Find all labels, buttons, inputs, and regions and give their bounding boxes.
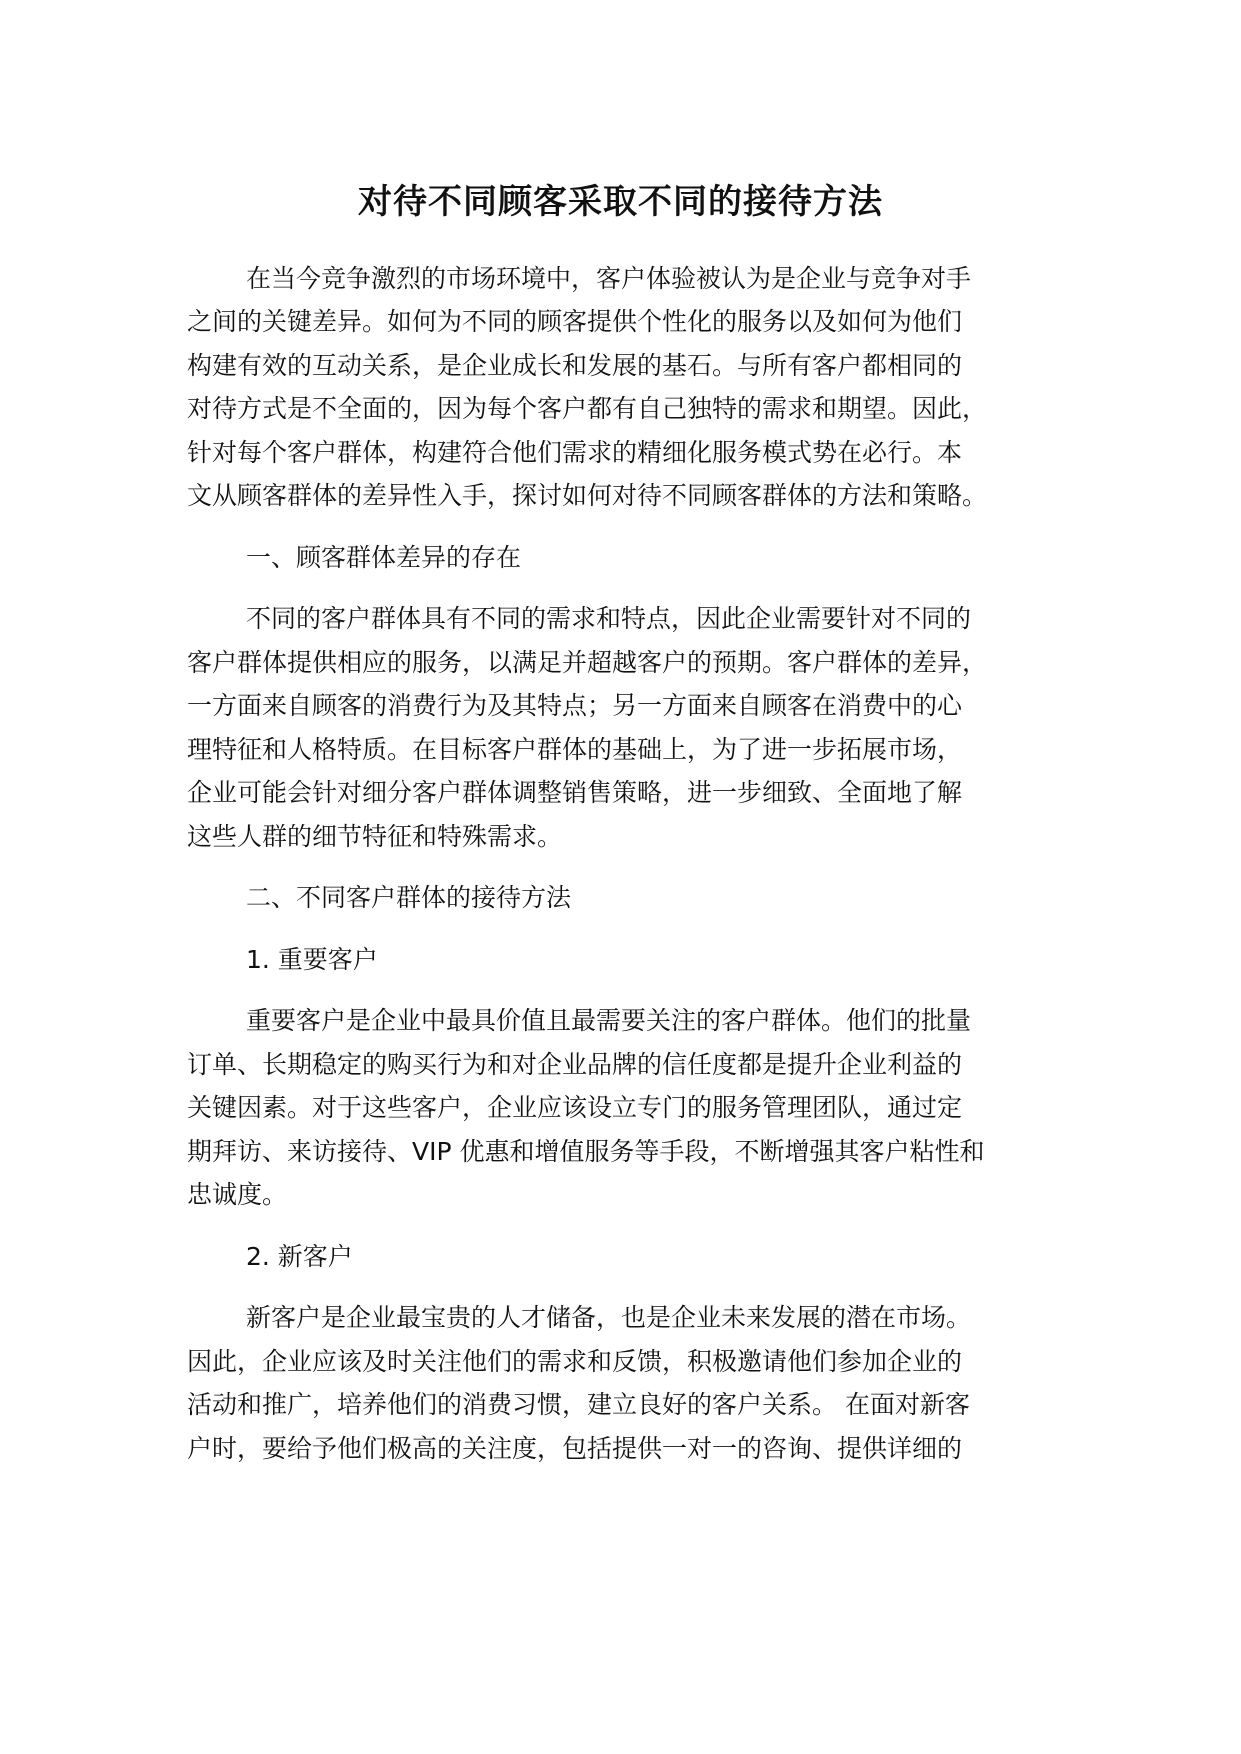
paragraph-line: 企业可能会针对细分客户群体调整销售策略，进一步细致、全面地了解 xyxy=(187,778,963,807)
section-heading: 二、不同客户群体的接待方法 xyxy=(246,883,572,912)
paragraph-line: 订单、长期稳定的购买行为和对企业品牌的信任度都是提升企业利益的 xyxy=(187,1050,963,1079)
subsection-heading: 1. 重要客户 xyxy=(246,945,378,974)
paragraph-line: 对待方式是不全面的，因为每个客户都有自己独特的需求和期望。因此， xyxy=(187,394,988,423)
paragraph-line: 针对每个客户群体，构建符合他们需求的精细化服务模式势在必行。本 xyxy=(187,438,963,467)
paragraph-line: 期拜访、来访接待、VIP 优惠和增值服务等手段，不断增强其客户粘性和 xyxy=(187,1137,985,1166)
paragraph-line: 新客户是企业最宝贵的人才储备，也是企业未来发展的潜在市场。 xyxy=(246,1303,972,1332)
paragraph-line: 文从顾客群体的差异性入手，探讨如何对待不同顾客群体的方法和策略。 xyxy=(187,481,988,510)
paragraph-line: 客户群体提供相应的服务，以满足并超越客户的预期。客户群体的差异， xyxy=(187,648,988,677)
document-title: 对待不同顾客采取不同的接待方法 xyxy=(358,182,883,222)
paragraph-line: 之间的关键差异。如何为不同的顾客提供个性化的服务以及如何为他们 xyxy=(187,307,963,336)
paragraph-line: 这些人群的细节特征和特殊需求。 xyxy=(187,822,563,851)
section-heading: 一、顾客群体差异的存在 xyxy=(246,543,522,572)
paragraph-line: 在当今竞争激烈的市场环境中，客户体验被认为是企业与竞争对手 xyxy=(246,264,972,293)
paragraph-line: 因此，企业应该及时关注他们的需求和反馈，积极邀请他们参加企业的 xyxy=(187,1347,963,1376)
paragraph-line: 理特征和人格特质。在目标客户群体的基础上，为了进一步拓展市场， xyxy=(187,735,963,764)
paragraph-line: 忠诚度。 xyxy=(187,1180,288,1209)
paragraph-line: 不同的客户群体具有不同的需求和特点，因此企业需要针对不同的 xyxy=(246,604,972,633)
paragraph-line: 户时，要给予他们极高的关注度，包括提供一对一的咨询、提供详细的 xyxy=(187,1434,963,1463)
paragraph-line: 重要客户是企业中最具价值且最需要关注的客户群体。他们的批量 xyxy=(246,1006,972,1035)
paragraph-line: 一方面来自顾客的消费行为及其特点；另一方面来自顾客在消费中的心 xyxy=(187,691,963,720)
subsection-heading: 2. 新客户 xyxy=(246,1242,353,1271)
paragraph-line: 关键因素。对于这些客户，企业应该设立专门的服务管理团队，通过定 xyxy=(187,1093,963,1122)
paragraph-line: 活动和推广，培养他们的消费习惯，建立良好的客户关系。 在面对新客 xyxy=(187,1390,970,1419)
paragraph-line: 构建有效的互动关系，是企业成长和发展的基石。与所有客户都相同的 xyxy=(187,351,963,380)
